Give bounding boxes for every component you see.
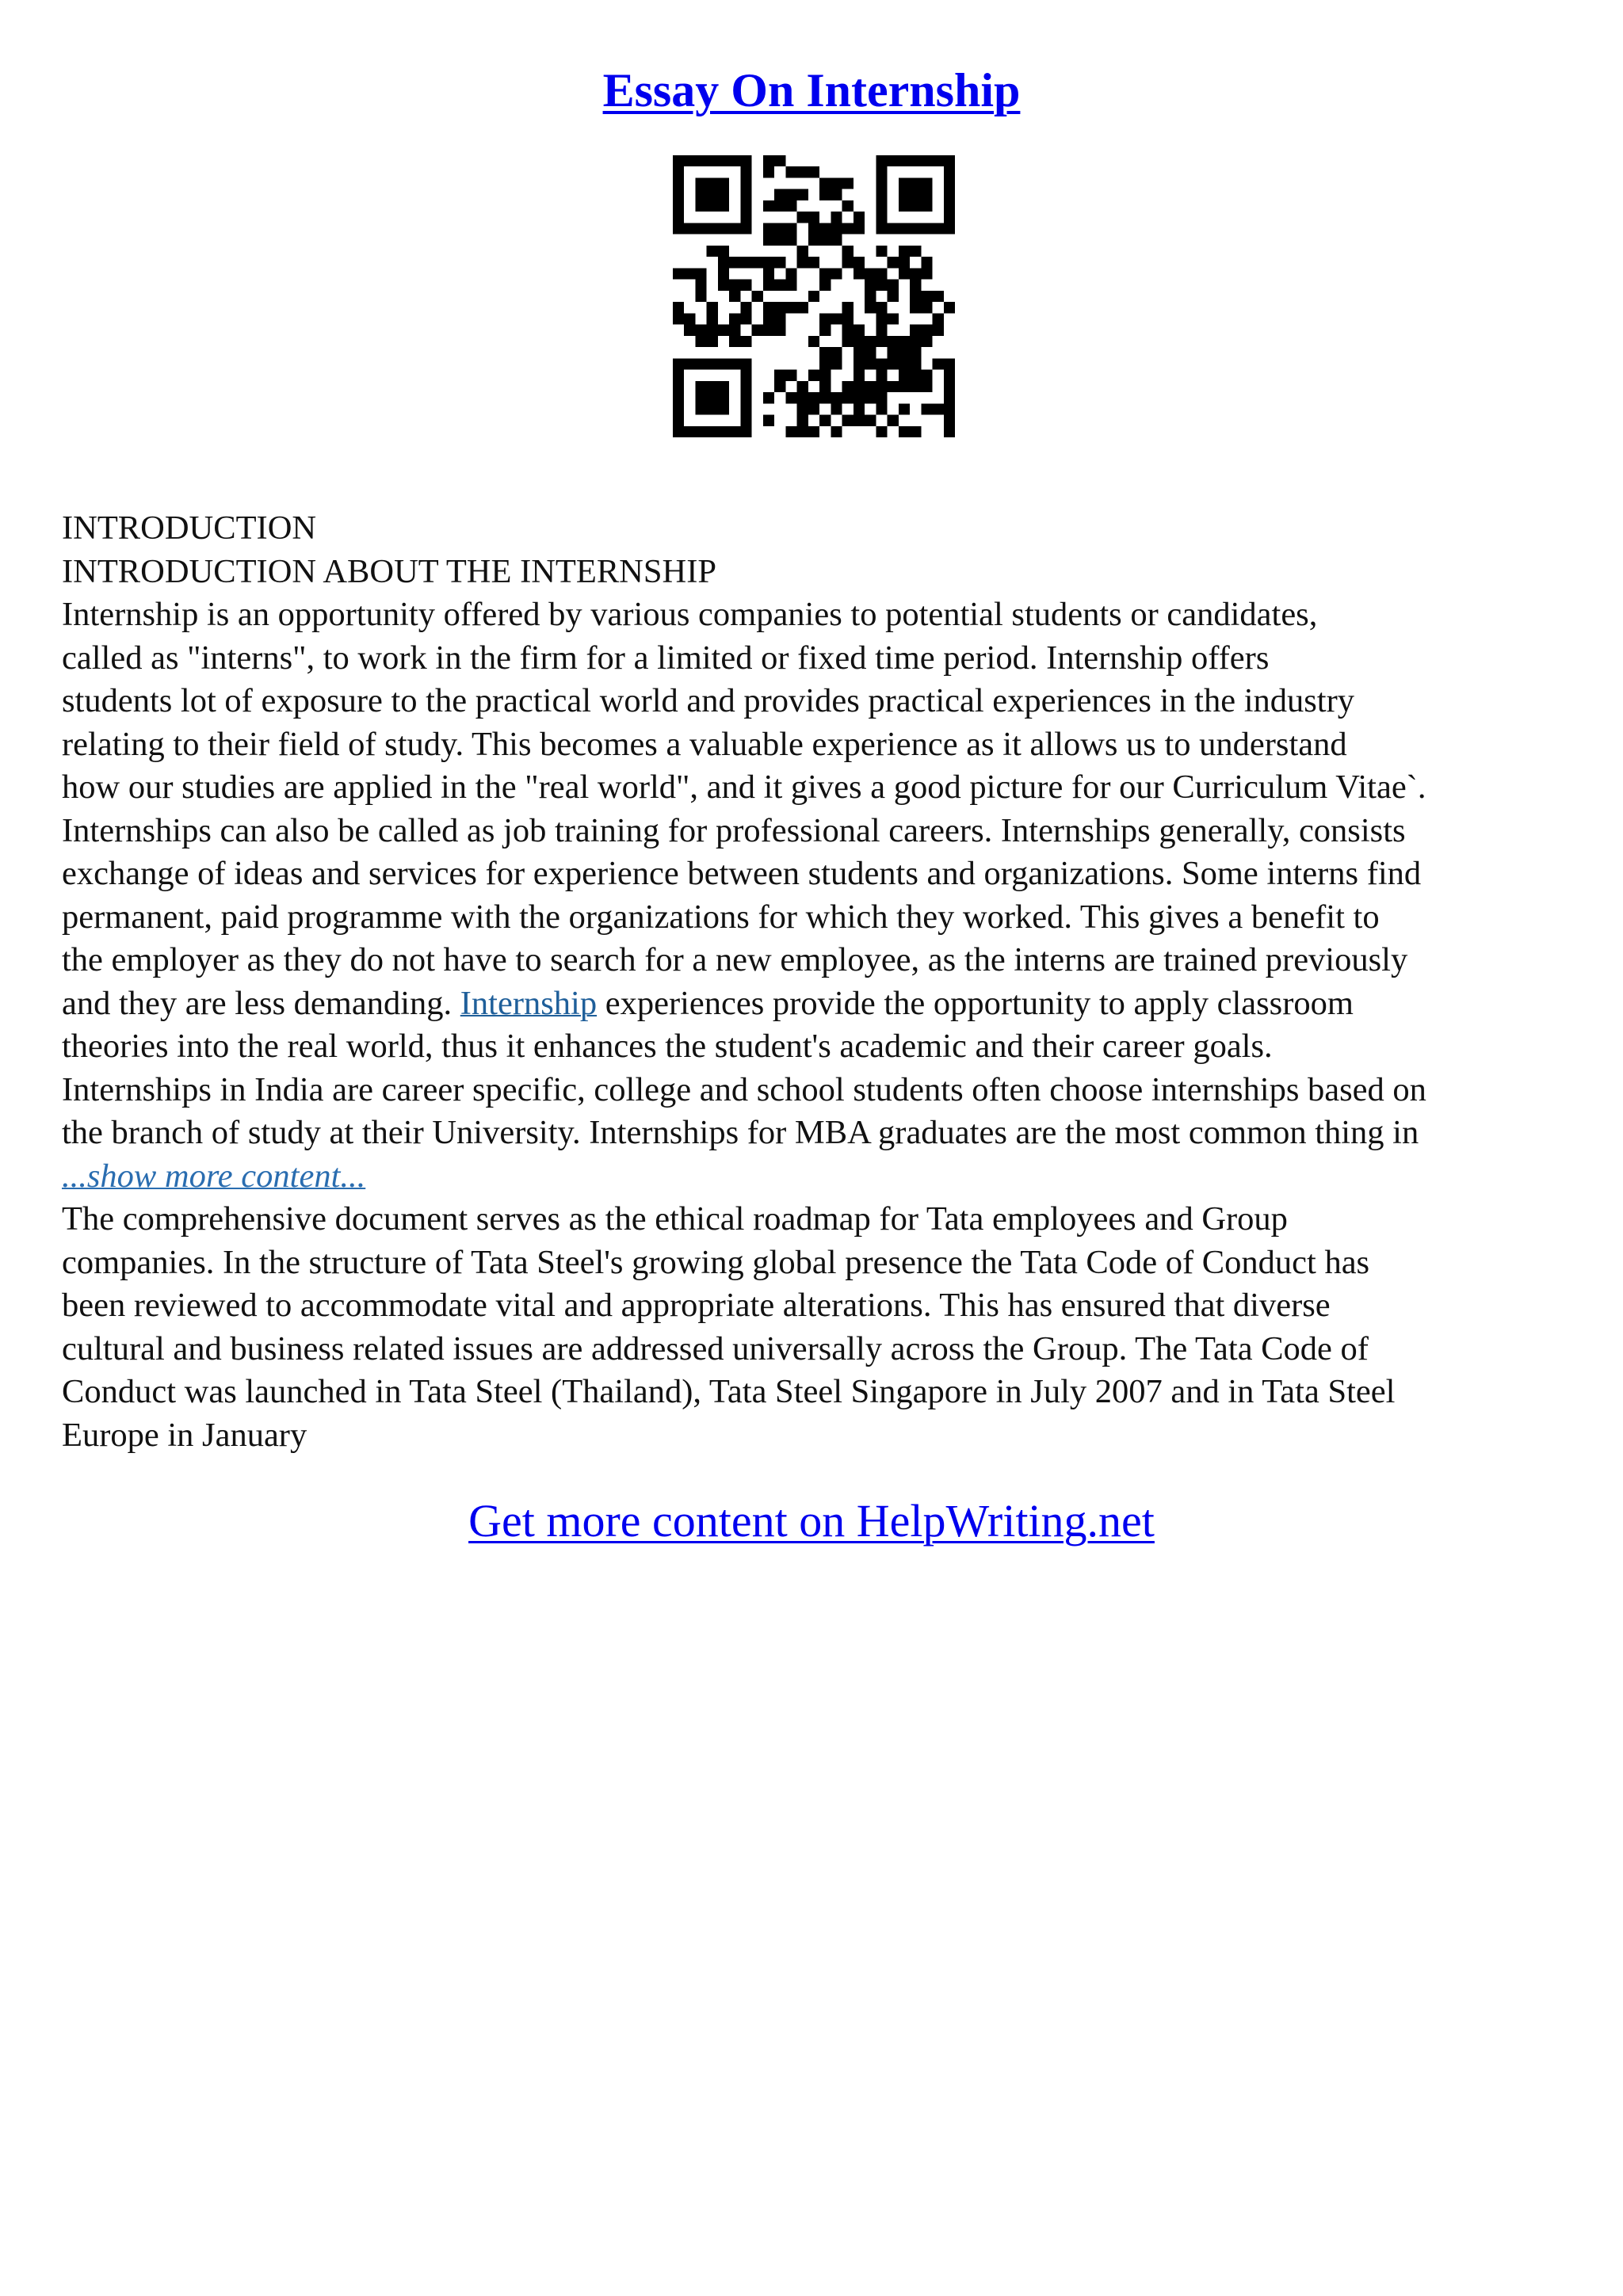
paragraph-line: Europe in January xyxy=(62,1416,307,1454)
paragraph-line: exchange of ideas and services for experience between students and organizations. Some interns find xyxy=(62,855,1422,892)
paragraph-line: Conduct was launched in Tata Steel (Thailand), Tata Steel Singapore in July 2007 and in Tata Steel xyxy=(62,1373,1396,1410)
paragraph-line: Internships can also be called as job training for professional careers. Internships generally, consists xyxy=(62,811,1406,849)
paragraph-line: theories into the real world, thus it enhances the student's academic and their career goals. xyxy=(62,1028,1273,1065)
paragraph-line xyxy=(62,982,1568,1026)
title-link[interactable]: Essay On Internship xyxy=(602,64,1021,116)
paragraph-line: how our studies are applied in the "real world", and it gives a good picture for our Curriculum Vitae`. xyxy=(62,769,1426,806)
paragraph-line: companies. In the structure of Tata Steel's growing global presence the Tata Code of Conduct has xyxy=(62,1243,1370,1281)
paragraph-line: Internships in India are career specific, college and school students often choose internships based on xyxy=(62,1070,1426,1108)
paragraph-line: the branch of study at their University. Internships for MBA graduates are the most common thing in xyxy=(62,1114,1419,1151)
section-heading: INTRODUCTION xyxy=(62,509,317,547)
paragraph-line: Internship is an opportunity offered by various companies to potential students or candidates, xyxy=(62,596,1318,633)
paragraph-line: been reviewed to accommodate vital and appropriate alterations. This has ensured that diverse xyxy=(62,1287,1331,1324)
paragraph-text: and they are less demanding. xyxy=(62,984,460,1022)
internship-link[interactable]: Internship xyxy=(460,984,598,1022)
paragraph-line: cultural and business related issues are addressed universally across the Group. The Tata Code of xyxy=(62,1329,1369,1367)
paragraph-line: the employer as they do not have to search for a new employee, as the interns are trained previously xyxy=(62,941,1408,978)
page-title xyxy=(0,59,1623,122)
paragraph-line: relating to their field of study. This becomes a valuable experience as it allows us to understand xyxy=(62,725,1347,763)
show-more-link[interactable]: ...show more content... xyxy=(62,1157,366,1195)
footer-link[interactable]: Get more content on HelpWriting.net xyxy=(468,1495,1155,1547)
qr-code-icon xyxy=(673,155,955,437)
paragraph-line: The comprehensive document serves as the ethical roadmap for Tata employees and Group xyxy=(62,1200,1288,1238)
paragraph-line: permanent, paid programme with the organizations for which they worked. This gives a benefit to xyxy=(62,898,1380,936)
section-subheading: INTRODUCTION ABOUT THE INTERNSHIP xyxy=(62,552,716,590)
footer xyxy=(0,1489,1623,1553)
paragraph-line: students lot of exposure to the practical world and provides practical experiences in the industry xyxy=(62,682,1355,719)
show-more-line xyxy=(62,1155,1568,1199)
paragraph-line: called as "interns", to work in the firm for a limited or fixed time period. Internship offers xyxy=(62,639,1270,677)
essay-body xyxy=(62,507,1568,1457)
paragraph-text: experiences provide the opportunity to apply classroom xyxy=(597,984,1354,1022)
